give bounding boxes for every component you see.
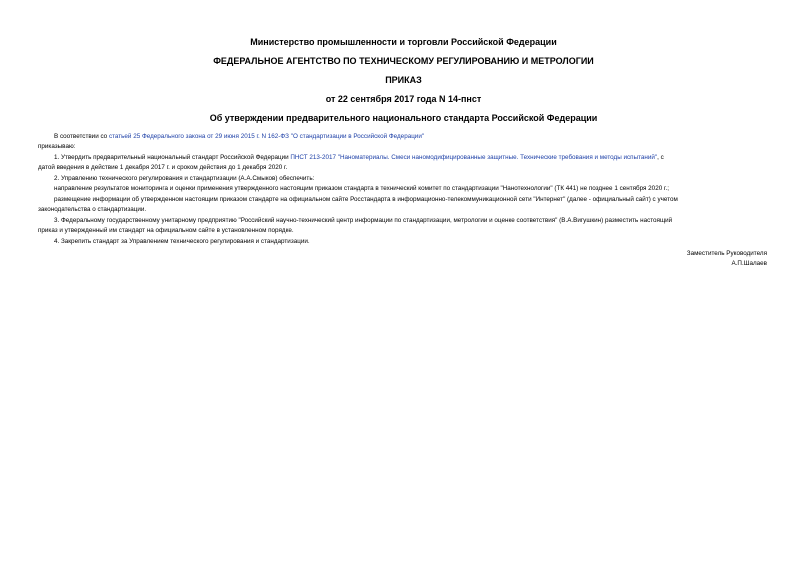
item2-a: направление результатов мониторинга и оценки применения утвержденного настоящим приказом стандарта в технический комитет по стандартизации "Нанотехнологии" (ТК 441) не позднее 1 сентября 2020 г.;	[54, 185, 669, 192]
item1-line1	[54, 154, 664, 163]
item2-b-line2: законодательства о стандартизации.	[38, 206, 147, 213]
signature-position: Заместитель Руководителя	[686, 250, 767, 257]
intro-paragraph	[54, 133, 424, 142]
item2: 2. Управлению технического регулирования и стандартизации (А.А.Смыков) обеспечить:	[54, 175, 315, 182]
document-type: ПРИКАЗ	[385, 75, 422, 85]
document-title: Об утверждении предварительного национального стандарта Российской Федерации	[209, 113, 598, 123]
ministry-heading: Министерство промышленности и торговли Российской Федерации	[250, 37, 557, 47]
item1-suffix: , с	[657, 154, 664, 161]
signature-name: А.П.Шалаев	[731, 260, 767, 267]
standard-link[interactable]: ПНСТ 213-2017 "Наноматериалы. Смеси наномодифицированные защитные. Технические требования и методы испытаний"	[290, 154, 658, 161]
intro-prefix: В соответствии со	[54, 133, 108, 140]
item2-b-line1: размещение информации об утвержденном настоящим приказом стандарте на официальном сайте Росстандарта в информационно-телекоммуникационной сети "Интернет" (далее - официальный сайт) с учетом	[54, 196, 678, 203]
order-word: приказываю:	[38, 143, 76, 150]
item3-line1: 3. Федеральному государственному унитарному предприятию "Российский научно-технический центр информации по стандартизации, метрологии и оценке соответствия" (В.А.Вигушкин) разместить настоящий	[54, 217, 673, 224]
item1-prefix: 1. Утвердить предварительный национальный стандарт Российской Федерации	[54, 154, 289, 161]
date-number: от 22 сентября 2017 года N 14-пнст	[325, 94, 482, 104]
law-article-link[interactable]: статьей 25 Федерального закона от 29 июня 2015 г. N 162-ФЗ "О стандартизации в Российской Федерации"	[108, 133, 425, 140]
item1-line2: датой введения в действие 1 декабря 2017 г. и сроком действия до 1 декабря 2020 г.	[38, 164, 288, 171]
item3-line2: приказ и утвержденный им стандарт на официальном сайте в установленном порядке.	[38, 227, 294, 234]
agency-heading: ФЕДЕРАЛЬНОЕ АГЕНТСТВО ПО ТЕХНИЧЕСКОМУ РЕГУЛИРОВАНИЮ И МЕТРОЛОГИИ	[213, 56, 594, 66]
item4: 4. Закрепить стандарт за Управлением технического регулирования и стандартизации.	[54, 238, 310, 245]
